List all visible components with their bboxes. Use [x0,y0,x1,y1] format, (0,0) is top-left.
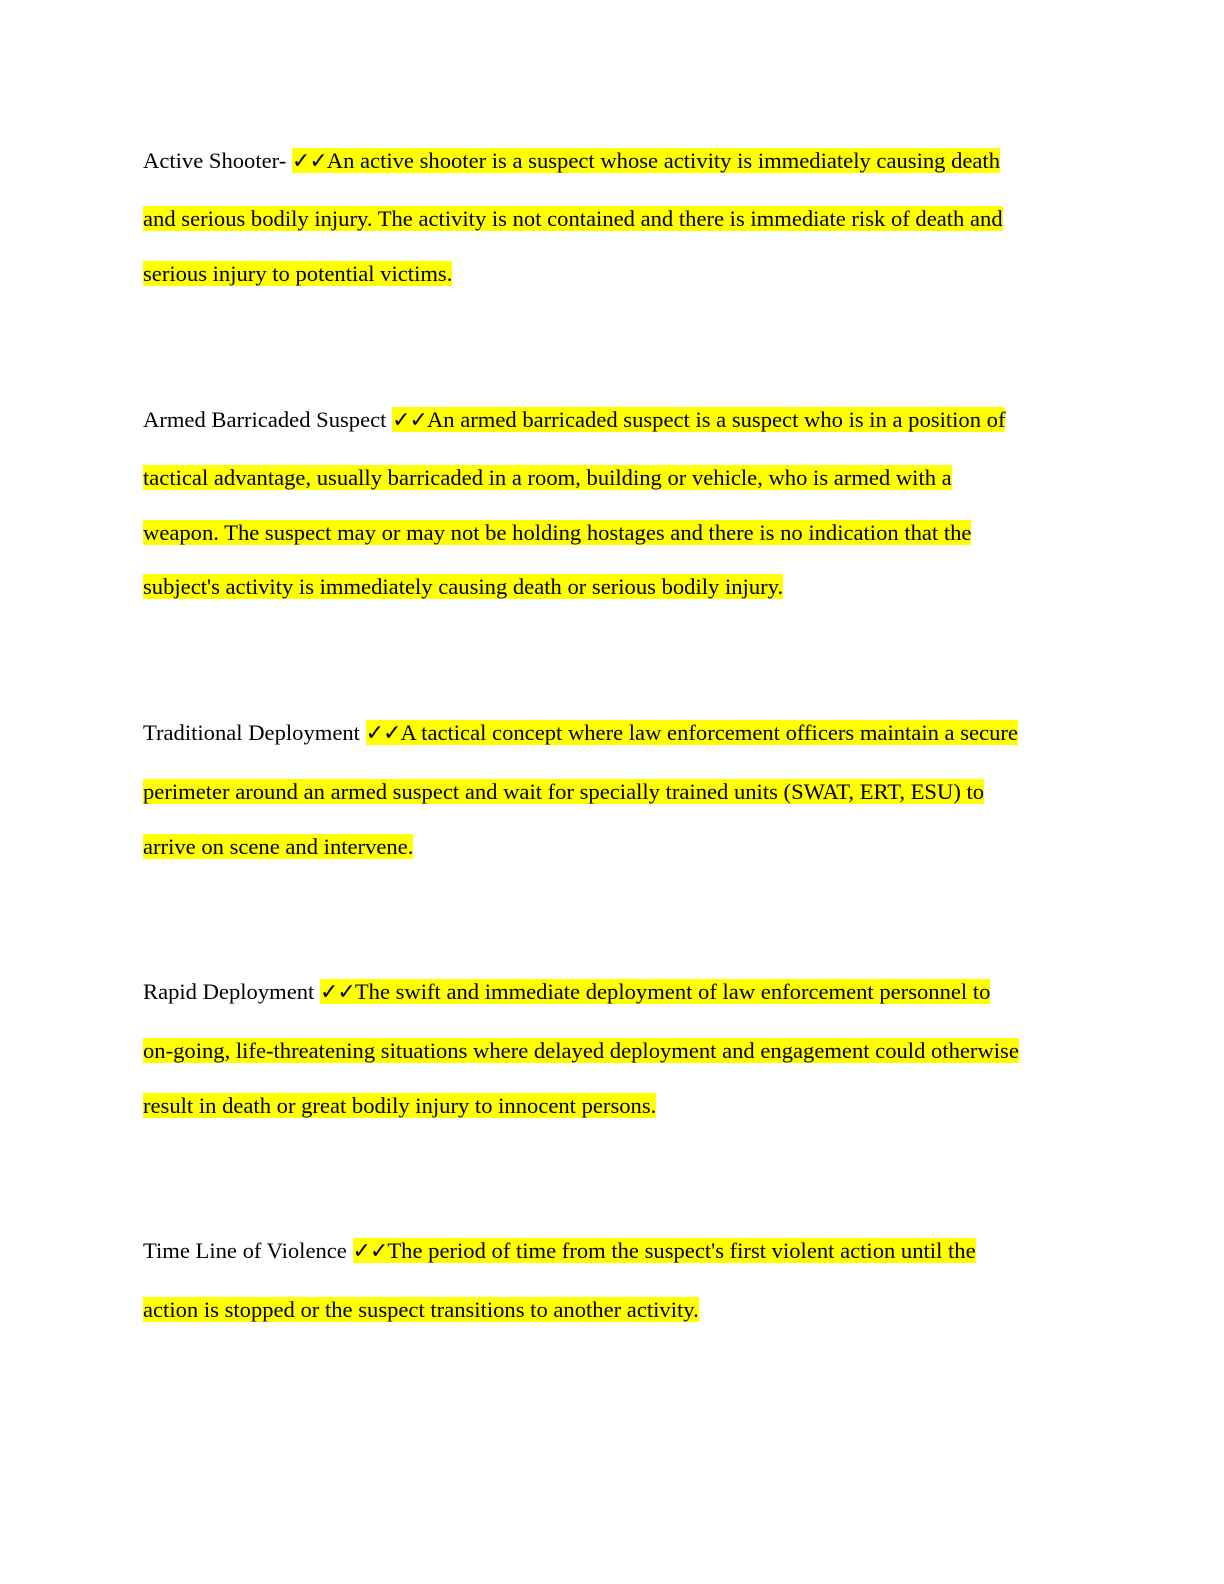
definition-text: serious injury to potential victims. [143,261,453,286]
term-label: Time Line of Violence [143,1238,353,1263]
definition-text: The swift and immediate deployment of law enforcement personnel to [354,979,991,1004]
double-check-icon: ✓✓ [352,1239,388,1264]
double-check-icon: ✓✓ [291,149,327,174]
definition-text: arrive on scene and intervene. [143,834,414,859]
definition-text: weapon. The suspect may or may not be holding hostages and there is no indication that the [143,520,972,545]
definition-line [143,775,984,809]
definition-line [143,716,1018,750]
term-label: Active Shooter- [143,148,292,173]
definition-line [143,1089,656,1123]
definition-line [143,570,783,604]
definition-text: perimeter around an armed suspect and wait for specially trained units (SWAT, ERT, ESU) to [143,779,985,804]
definition-text: A tactical concept where law enforcement officers maintain a secure [400,720,1018,745]
highlighted-definition [392,407,1005,432]
definition-text: An active shooter is a suspect whose activity is immediately causing death [326,148,1001,173]
term-label: Armed Barricaded Suspect [143,407,393,432]
definition-text: on-going, life-threatening situations where delayed deployment and engagement could otherwise [143,1038,1019,1063]
definition-line [143,516,971,550]
definition-text: The period of time from the suspect's first violent action until the [387,1238,976,1263]
double-check-icon: ✓✓ [365,721,401,746]
term-label: Rapid Deployment [143,979,320,1004]
definition-line [143,1293,699,1327]
definition-text: tactical advantage, usually barricaded in a room, building or vehicle, who is armed with a [143,465,952,490]
term-label: Traditional Deployment [143,720,366,745]
definition-line [143,975,990,1009]
definition-line [143,202,1003,236]
definition-line [143,1034,1019,1068]
definition-line [143,257,452,291]
definition-text: and serious bodily injury. The activity is not contained and there is immediate risk of death and [143,206,1003,231]
highlighted-definition [320,979,990,1004]
double-check-icon: ✓✓ [392,408,427,433]
highlighted-definition [353,1238,976,1263]
definition-line [143,403,1005,437]
definition-line [143,144,1000,178]
highlighted-definition [292,148,1000,173]
highlighted-definition [366,720,1018,745]
definition-text: subject's activity is immediately causing death or serious bodily injury. [143,574,784,599]
definition-line [143,461,952,495]
double-check-icon: ✓✓ [319,980,355,1005]
definition-text: result in death or great bodily injury to innocent persons. [143,1093,657,1118]
definition-text: An armed barricaded suspect is a suspect who is in a position of [426,407,1006,432]
definition-line [143,1234,976,1268]
definition-line [143,830,413,864]
definition-text: action is stopped or the suspect transitions to another activity. [143,1297,699,1322]
